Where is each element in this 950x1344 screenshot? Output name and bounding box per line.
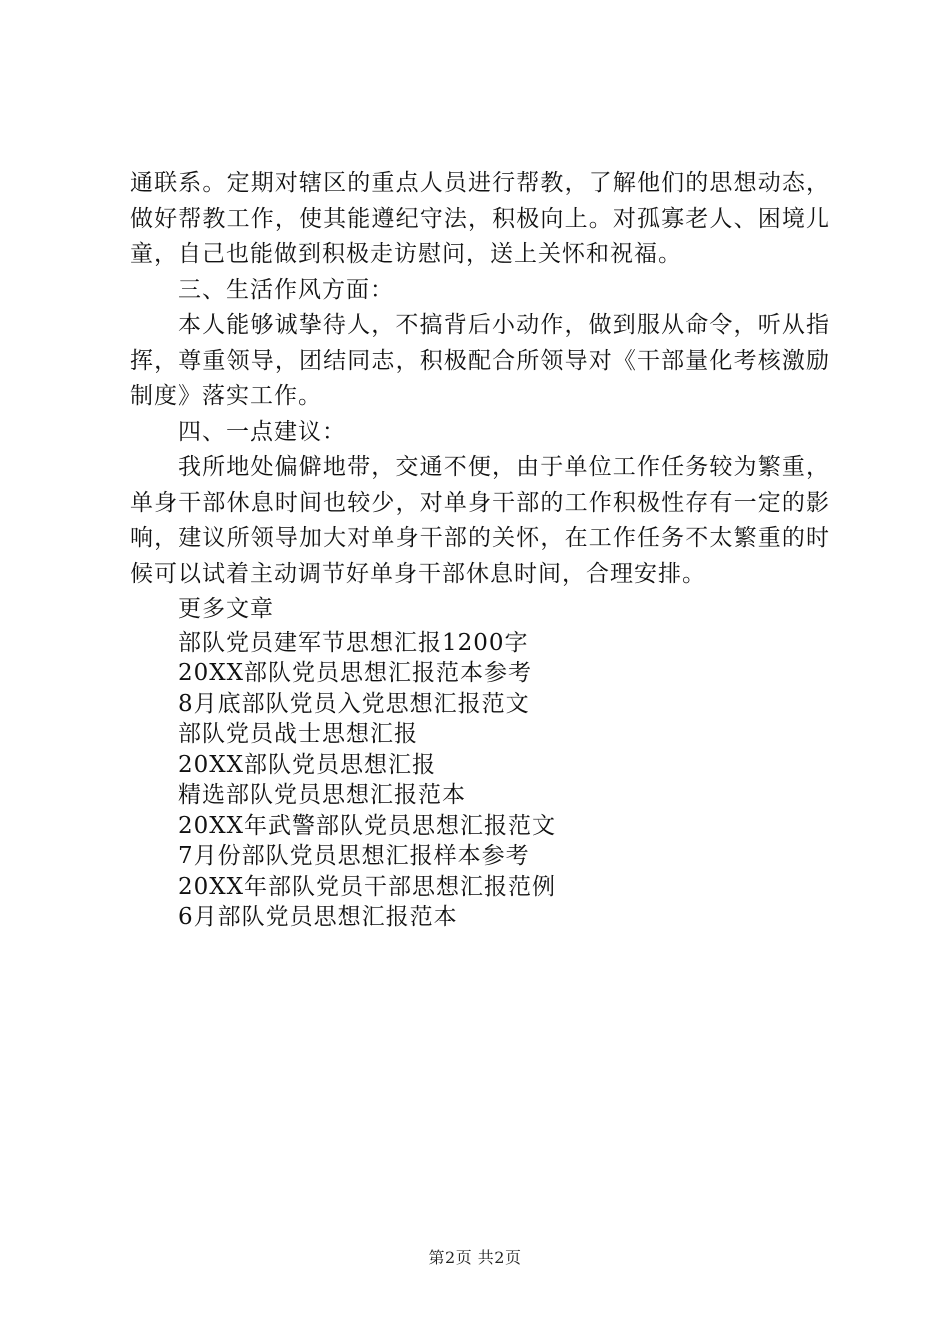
article-link[interactable]: 20XX年武警部队党员思想汇报范文 [178,812,557,839]
more-articles-list [130,628,830,933]
article-link[interactable]: 部队党员建军节思想汇报1200字 [178,629,529,656]
paragraph-lifestyle: 本人能够诚挚待人，不搞背后小动作，做到服从命令，听从指挥，尊重领导，团结同志，积极配合所领导对《干部量化考核激励制度》落实工作。 [130,312,830,409]
page-number-footer: 第2页 共2页 [428,1248,522,1267]
article-link[interactable]: 7月份部队党员思想汇报样本参考 [178,843,530,869]
paragraph-suggestion: 我所地处偏僻地带，交通不便，由于单位工作任务较为繁重，单身干部休息时间也较少，对单身干部的工作积极性存有一定的影响，建议所领导加大对单身干部的关怀，在工作任务不太繁重的时候可以试着主动调节好单身干部休息时间，合理安排。 [130,454,830,587]
section-heading-lifestyle: 三、生活作风方面： [178,276,394,303]
document-body [130,166,830,933]
section-heading-suggestion: 四、一点建议： [178,418,346,445]
article-link[interactable]: 20XX部队党员思想汇报 [178,751,437,778]
more-articles-title: 更多文章 [178,596,274,622]
article-link[interactable]: 8月底部队党员入党思想汇报范文 [178,690,530,717]
article-link[interactable]: 20XX部队党员思想汇报范本参考 [178,660,533,686]
article-link[interactable]: 6月部队党员思想汇报范本 [178,904,458,930]
paragraph-contact: 通联系。定期对辖区的重点人员进行帮教，了解他们的思想动态，做好帮教工作，使其能遵纪守法，积极向上。对孤寡老人、困境儿童，自己也能做到积极走访慰问，送上关怀和祝福。 [130,170,830,267]
article-link[interactable]: 20XX年部队党员干部思想汇报范例 [178,873,557,900]
article-link[interactable]: 部队党员战士思想汇报 [178,721,418,747]
article-link[interactable]: 精选部队党员思想汇报范本 [178,782,466,808]
